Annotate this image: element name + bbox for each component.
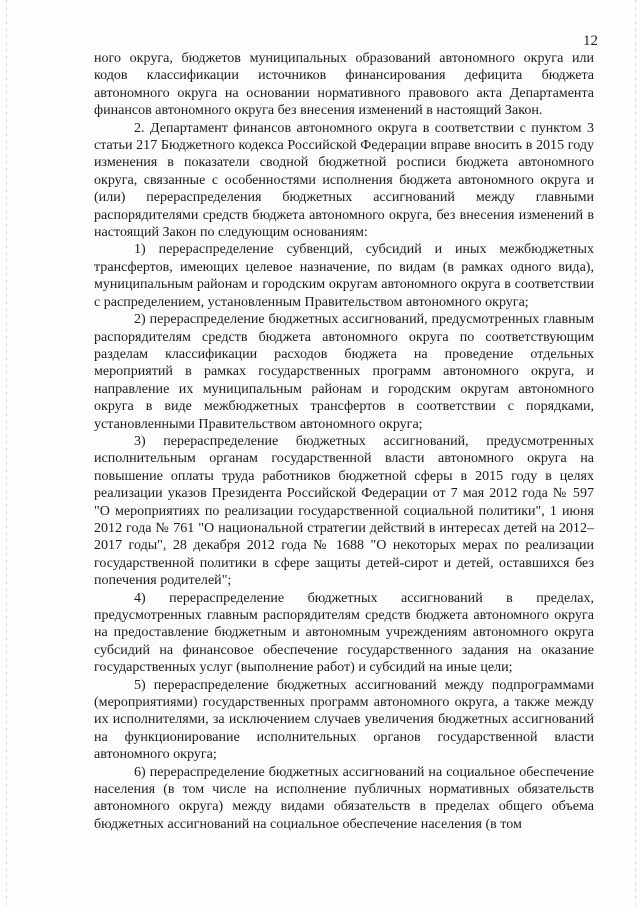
scan-edge-right <box>635 0 636 905</box>
paragraph-item-2: 2. Департамент финансов автономного округа в соответствии с пунктом 3 статьи 217 Бюджетного кодекса Российской Федерации вправе вносить в 2015 году изменения в показатели сводной бюджетной росписи бюджета автономного округа, связанные с особенностями исполнения бюджета автономного округа и (или) перераспределения бюджетных ассигнований между главными распорядителями средств бюджета автономного округа, без внесения изменений в настоящий Закон по следующим основаниям: <box>94 119 594 241</box>
document-body <box>94 50 594 833</box>
page-number: 12 <box>583 33 598 49</box>
scan-edge-left <box>6 0 7 905</box>
paragraph-subitem-4: 4) перераспределение бюджетных ассигнований в пределах, предусмотренных главным распорядителям средств бюджета автономного округа на предоставление бюджетным и автономным учреждениям автономного округа субсидий на финансовое обеспечение государственного задания на оказание государственных услуг (выполнение работ) и субсидий на иные цели; <box>94 589 594 676</box>
paragraph-subitem-1: 1) перераспределение субвенций, субсидий и иных межбюджетных трансфертов, имеющих целевое назначение, по видам (в рамках одного вида), муниципальным районам и городским округам автономного округа в соответствии с распределением, установленным Правительством автономного округа; <box>94 241 594 310</box>
paragraph-subitem-6: 6) перераспределение бюджетных ассигнований на социальное обеспечение населения (в том числе на исполнение публичных нормативных обязательств автономного округа) между видами обязательств в пределах общего объема бюджетных ассигнований на социальное обеспечение населения (в том <box>94 763 594 832</box>
paragraph-subitem-5: 5) перераспределение бюджетных ассигнований между подпрограммами (мероприятиями) государственных программ автономного округа, а также между их исполнителями, за исключением случаев увеличения бюджетных ассигнований на функционирование исполнительных органов государственной власти автономного округа; <box>94 676 594 763</box>
paragraph-continuation: ного округа, бюджетов муниципальных образований автономного округа или кодов классификации источников финансирования дефицита бюджета автономного округа на основании нормативного правового акта Департамента финансов автономного округа без внесения изменений в настоящий Закон. <box>94 50 594 119</box>
paragraph-subitem-3: 3) перераспределение бюджетных ассигнований, предусмотренных исполнительным органам государственной власти автономного округа на повышение оплаты труда работников бюджетной сферы в 2015 году в целях реализации указов Президента Российской Федерации от 7 мая 2012 года № 597 "О мероприятиях по реализации государственной социальной политики", 1 июня 2012 года № 761 "О национальной стратегии действий в интересах детей на 2012–2017 годы", 28 декабря 2012 года № 1688 "О некоторых мерах по реализации государственной политики в сфере защиты детей-сирот и детей, оставшихся без попечения родителей"; <box>94 432 594 589</box>
paragraph-subitem-2: 2) перераспределение бюджетных ассигнований, предусмотренных главным распорядителям средств бюджета автономного округа по соответствующим разделам классификации расходов бюджета на проведение отдельных мероприятий в рамках государственных программ автономного округа, и направление их муниципальным районам и городским округам автономного округа в виде межбюджетных трансфертов в соответствии с порядками, установленными Правительством автономного округа; <box>94 311 594 432</box>
